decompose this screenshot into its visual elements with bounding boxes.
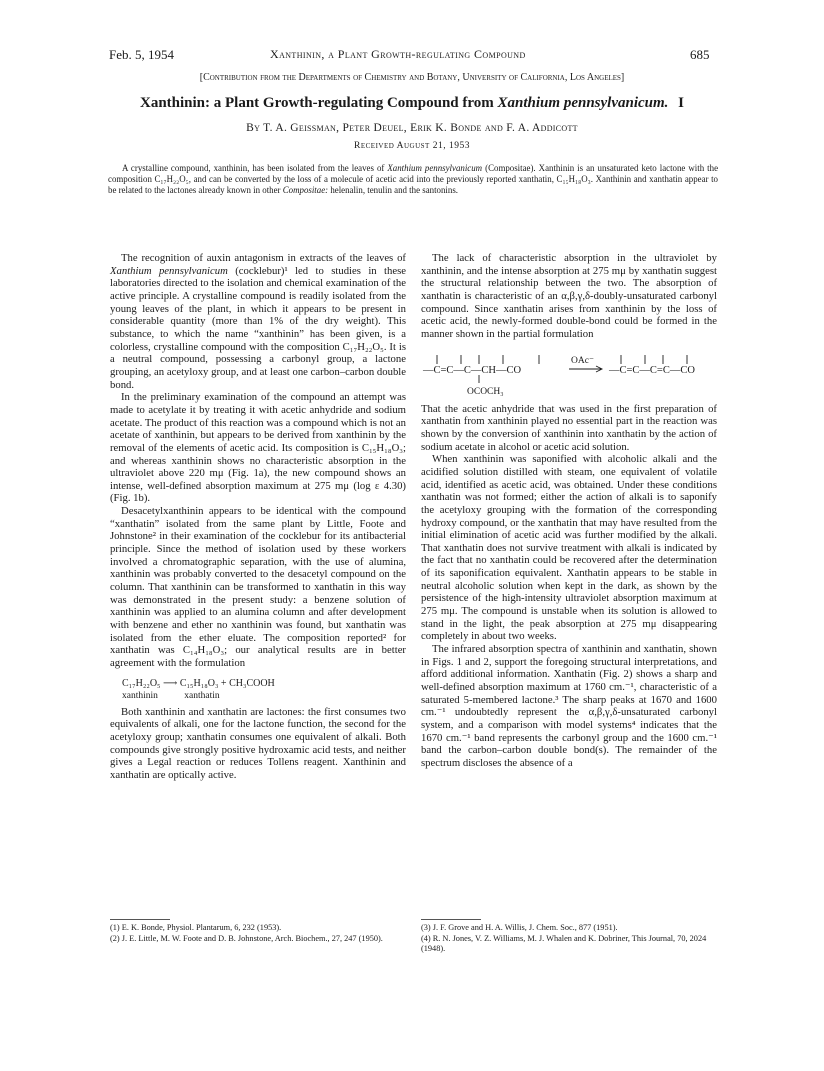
partial-formulation-scheme [421, 347, 717, 399]
received-date: Received August 21, 1953 [354, 141, 470, 151]
footnote: (1) E. K. Bonde, Physiol. Plantarum, 6, 232 (1953). [110, 923, 282, 932]
author-line: By T. A. Geissman, Peter Deuel, Erik K. Bonde and F. A. Addicott [246, 122, 578, 134]
title-part: I [678, 95, 684, 111]
footnotes-left [110, 923, 406, 944]
body-paragraph: The infrared absorption spectra of xanthinin and xanthatin, shown in Figs. 1 and 2, support the foregoing structural interpretations, and afford additional information. Xanthatin (Fig. 2) shows a sharp and well-defined absorption maximum at 1760 cm.⁻¹, characteristic of a saturated 5-membered lactone.³ The sharp peaks at 1670 and 1600 cm.⁻¹ undoubtedly represent the α,β,γ,δ-unsaturated carbonyl system, and a comparison with model systems⁴ indicates that the 1670 cm.⁻¹ band represents the carbonyl group and the 1600 cm.⁻¹ band the carbon–carbon double bond(s). The remainder of the spectrum discloses the absence of a [421, 643, 717, 769]
abstract-text: (Compositae). Xanthinin is an unsaturated keto lactone with the composition C₁₇H₂₂O₅, and can be converted by the loss of a molecule of acetic acid into the previously reported xanthatin, C₁₅H₁₈O₃. Xanthinin and xanthatin appear to be related to the lactones already known in other [108, 163, 719, 195]
equation-labels [110, 690, 406, 702]
contribution-line: [Contribution from the Departments of Chemistry and Botany, University of California, Los Angeles] [199, 72, 625, 83]
paragraph-text: (cocklebur)¹ led to studies in these laboratories directed to the isolation and chemical examination of the active principle. A crystalline compound is readily isolated from the young leaves of the plant, in which it appears to be present in considerable quantity (more than 1% of the dry weight). This substance, to which the name “xanthinin” has been given, is a colorless, crystalline compound with the composition C₁₇H₂₂O₅. It is a neutral compound, possessing a carbonyl group, a lactone grouping, an acetyloxy group, and at least one carbon–carbon double bond. [110, 264, 406, 391]
scheme-diagram [421, 347, 717, 399]
scheme-right-chain: —C=C—C=C—CO [609, 364, 695, 376]
abstract-species: Xanthium pennsylvanicum [387, 163, 483, 173]
article-title [0, 95, 824, 112]
footnote: (3) J. F. Grove and H. A. Willis, J. Chem. Soc., 877 (1951). [421, 923, 618, 932]
abstract-paragraph [108, 163, 718, 196]
page-number: 685 [690, 47, 710, 62]
right-column [421, 252, 717, 770]
equation-formula: C₁₇H₂₂O₅ ⟶ C₁₅H₁₈O₃ + CH₃COOH [122, 677, 275, 689]
footnote-rule [421, 919, 481, 920]
abstract-family: Compositae: [282, 185, 329, 195]
footnote-rule [110, 919, 170, 920]
body-paragraph: Desacetylxanthinin appears to be identical with the compound “xanthatin” isolated from the same plant by Little, Foote and Johnstone² in their examination of the cocklebur for its antibacterial principle. Since the method of isolation used by these workers involved a chromatographic separation, with the use of alumina, xanthinin was probably converted to the desacetyl compound on the column. That xanthinin can be transformed to xanthatin in this way was demonstrated in the present study: a benzene solution of xanthinin was applied to an alumina column and after development with benzene and ether no xanthinin was found, but xanthatin was isolated from the ether eluate. The composition reported² for xanthatin was C₁₄H₁₈O₃; our analytical results are in better agreement with the formulation [110, 505, 406, 669]
label-xanthinin: xanthinin [122, 690, 158, 701]
body-paragraph: When xanthinin was saponified with alcoholic alkali and the acidified solution distilled with steam, one equivalent of volatile acid, identified as acetic acid, was obtained. Under these conditions xanthatin was not formed; either the action of alkali is to saponify the acetyloxy grouping with the formation of the corresponding hydroxy compound, or the xanthatin that may have resulted from the initial elimination of acetic acid was further modified by the alkali. That xanthatin does not survive treatment with alkali is indicated by the fact that no xanthatin could be recovered after the determination of its saponification equivalent. Xanthatin appears to be stable in neutral alcoholic solution when kept in the dark, as shown by the persistence of the high-intensity ultraviolet absorption maximum at 275 mμ. The compound is unstable when its solution is allowed to stand in the light, the peak absorption at 275 mμ disappearing completely in about two weeks. [421, 453, 717, 643]
title-species: Xanthium pennsylvanicum. [497, 95, 669, 111]
scheme-reagent: OAc⁻ [571, 355, 594, 366]
body-paragraph: Both xanthinin and xanthatin are lactones: the first consumes two equivalents of alkali, one for the lactone function, the second for the acetyloxy group; xanthatin consumes one equivalent of alkali. Both compounds give strongly positive hydroxamic acid tests, and neither gives a Legal reaction or reduces Tollens reagent. Xanthinin and xanthatin are optically active. [110, 705, 406, 781]
title-main: Xanthinin: a Plant Growth-regulating Compound from [139, 95, 494, 111]
abstract-text: helenalin, tenulin and the santonins. [330, 185, 458, 195]
footnotes-right [421, 923, 717, 955]
label-xanthatin: xanthatin [184, 690, 220, 701]
body-paragraph: That the acetic anhydride that was used in the first preparation of xanthatin from xanthinin played no essential part in the reaction was shown by the conversion of xanthinin into xanthatin by the action of sodium acetate in alcohol or acetic acid solution. [421, 402, 717, 453]
header-date: Feb. 5, 1954 [109, 47, 174, 62]
paragraph-text: The recognition of auxin antagonism in extracts of the leaves of [121, 252, 406, 264]
body-paragraph [110, 252, 406, 391]
body-paragraph: In the preliminary examination of the compound an attempt was made to acetylate it by treating it with acetic anhydride and sodium acetate. The product of this reaction was a compound which is not an acetate of xanthinin, but appears to be derived from xanthinin by the removal of the elements of acetic acid. Its composition is C₁₅H₁₈O₃; and whereas xanthinin shows no characteristic absorption in the ultraviolet above 220 mμ (Fig. 1a), the new compound shows an intense, well-defined absorption maximum at 275 mμ (log ε 4.30) (Fig. 1b). [110, 391, 406, 505]
scheme-left-chain: —C=C—C—CH—CO [423, 364, 522, 376]
body-paragraph: The lack of characteristic absorption in the ultraviolet by xanthinin, and the intense absorption at 275 mμ by xanthatin suggest the structural relationship between the two. The absorption of xanthatin is characteristic of an α,β,γ,δ-doubly-unsaturated carbonyl compound. Since xanthatin arises from xanthinin by the loss of acetic acid, the newly-formed double-bond could be formed in the manner shown in the partial formulation [421, 252, 717, 340]
abstract-text: A crystalline compound, xanthinin, has been isolated from the leaves of [122, 163, 385, 173]
footnote: (2) J. E. Little, M. W. Foote and D. B. Johnstone, Arch. Biochem., 27, 247 (1950). [110, 933, 383, 943]
abstract [108, 163, 718, 196]
reaction-equation [110, 678, 406, 702]
left-column [110, 252, 406, 782]
running-title: Xanthinin, a Plant Growth-regulating Compound [270, 47, 526, 61]
species-name: Xanthium pennsylvanicum [110, 264, 228, 277]
scheme-substituent: OCOCH₃ [467, 386, 504, 397]
footnote: (4) R. N. Jones, V. Z. Williams, M. J. Whalen and K. Dobriner, This Journal, 70, 2024 (1948). [421, 933, 707, 953]
